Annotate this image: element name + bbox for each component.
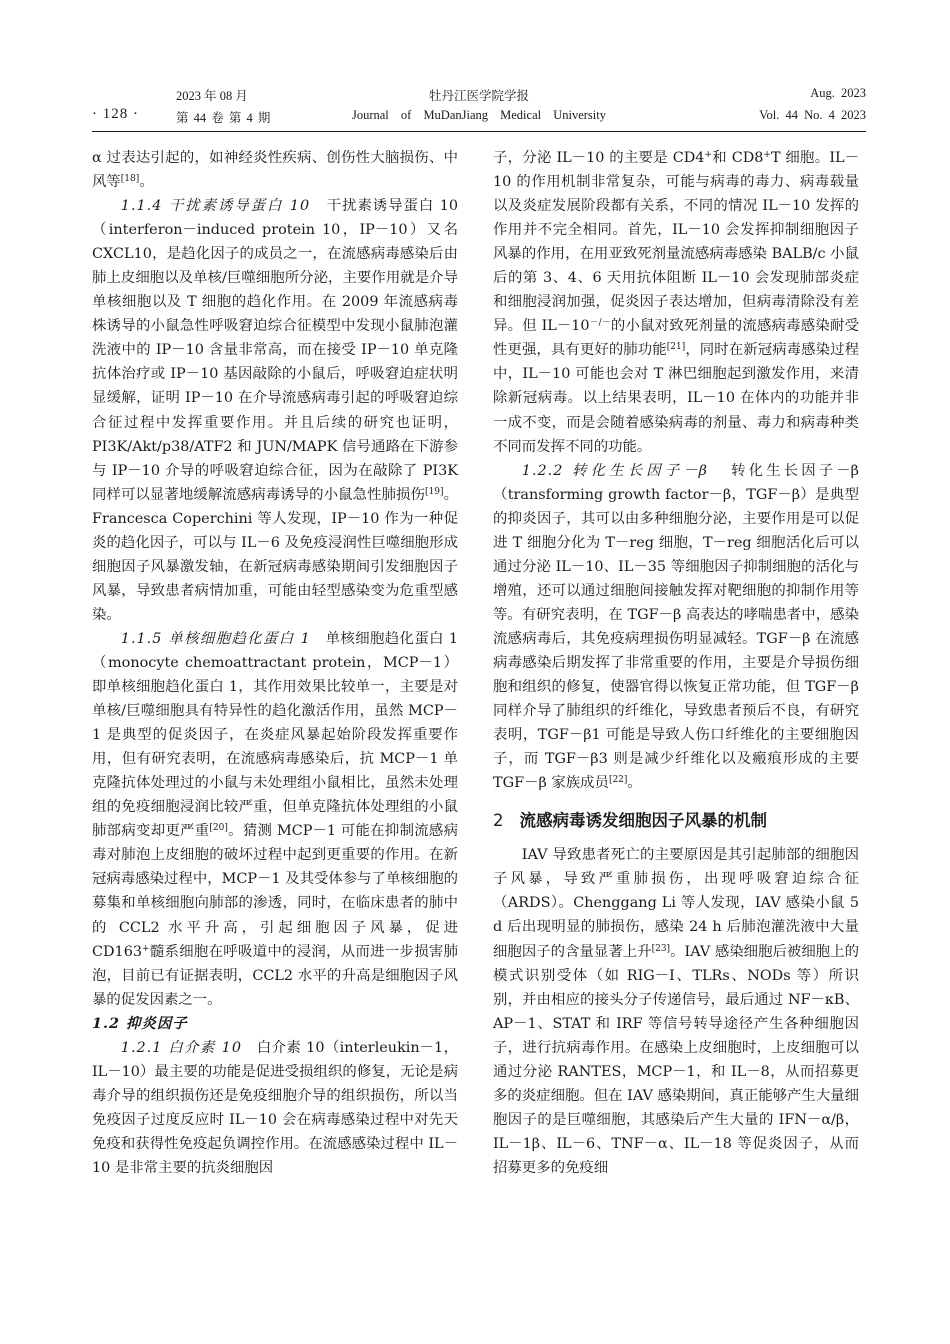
header-date-cn: 2023 年 08 月 (176, 89, 248, 103)
header-volume-cn: 第 44 卷 第 4 期 (176, 111, 271, 125)
subsection-heading: 1.2.2 转化生长因子－β (521, 462, 708, 479)
subsection-heading: 1.1.4 干扰素诱导蛋白 10 (120, 198, 311, 215)
paragraph: α 过表达引起的，如神经炎性疾病、创伤性大脑损伤、中风等[18]。 (92, 150, 458, 191)
page-number: · 128 · (92, 106, 139, 122)
paragraph: 子，分泌 IL－10 的主要是 CD4+和 CD8+T 细胞。IL－10 的作用机制非常复杂，可能与病毒的毒力、病毒载量以及炎症发展阶段都有关系，不同的情况 IL－10 发挥的作用并不完全相同。首先，IL－10 会发挥抑制细胞因子风暴的作用，在用亚致死剂量流感病毒感染 BALB/c 小鼠后的第 3、4、6 天用抗体阻断 IL－10 会发现肺部炎症和细胞浸润加强，促炎因子表达增加，但病毒清除没有差异。但 IL－10－/－的小鼠对致死剂量的流感病毒感染耐受性更强，具有更好的肺功能[21]，同时在新冠病毒感染过程中，IL－10 可能也会对 T 淋巴细胞起到激发作用，来清除新冠病毒。以上结果表明，IL－10 在体内的功能并非一成不变，而是会随着感染病毒的剂量、毒力和病毒种类不同而发挥不同的功能。 (493, 150, 860, 455)
header-journal-cn: 牡丹江医学院学报 (428, 89, 529, 103)
section-1-1-4: 1.1.4 干扰素诱导蛋白 10 干扰素诱导蛋白 10（interferon－induced protein 10，IP－10）又名 CXCL10，是趋化因子的成员之一，在流感病毒感染后由肺上皮细胞以及单核/巨噬细胞所分泌，主要作用就是介导单核细胞以及 T 细胞的趋化作用。在 2009 年流感病毒株诱导的小鼠急性呼吸窘迫综合征模型中发现小鼠肺泡灌洗液中的 IP－10 含量非常高，而在接受 IP－10 单克隆抗体治疗或 IP－10 基因敲除的小鼠后，呼吸窘迫症状明显缓解，证明 IP－10 在介导流感病毒引起的呼吸窘迫综合征过程中发挥重要作用。并且后续的研究也证明，PI3K/Akt/p38/ATF2 和 JUN/MAPK 信号通路在下游参与 IP－10 介导的呼吸窘迫综合征，因为在敲除了 PI3K 同样可以显著地缓解流感病毒诱导的小鼠急性肺损伤[19]。Francesca Coperchini 等人发现，IP－10 作为一种促炎的趋化因子，可以与 IL－6 及免疫浸润性巨噬细胞形成细胞因子风暴激发轴，在新冠病毒感染期间引发细胞因子风暴，导致患者病情加重，可能由轻型感染变为危重型感染。 (92, 198, 458, 623)
section-1-2-2: 1.2.2 转化生长因子－β 转化生长因子－β（transforming growth factor－β，TGF－β）是典型的抑炎因子，其可以由多种细胞分泌，主要作用是可以促进 T 细胞分化为 T－reg 细胞，T－reg 细胞活化后可以通过分泌 IL－10、IL－35 等细胞因子抑制细胞的活化与增殖，还可以通过细胞间接触发挥对靶细胞的抑制作用等等。有研究表明，在 TGF－β 高表达的哮喘患者中，感染流感病毒后，其免疫病理损伤明显减轻。TGF－β 在流感病毒感染后期发挥了非常重要的作用，主要是介导损伤细胞和组织的修复，使器官得以恢复正常功能，但 TGF－β 同样介导了肺组织的纤维化，导致患者预后不良，有研究表明，TGF－β1 可能是导致人伤口纤维化的主要细胞因子，而 TGF－β3 则是减少纤维化以及瘢痕形成的主要 TGF－β 家族成员[22]。 (493, 462, 860, 792)
header-volume-en: Vol. 44 No. 4 2023 (759, 108, 866, 122)
section-2-body: IAV 导致患者死亡的主要原因是其引起肺部的细胞因子风暴，导致严重肺损伤，出现呼吸窘迫综合征（ARDS）。Chenggang Li 等人发现，IAV 感染小鼠 5 d 后出现明显的肺损伤，感染 24 h 后肺泡灌洗液中大量细胞因子的含量显著上升[23]。IAV 感染细胞后被细胞上的模式识别受体（如 RIG－I、TLRs、NODs 等）所识别，并由相应的接头分子传递信号，最后通过 NF－κB、AP－1、STAT 和 IRF 等信号转导途径产生各种细胞因子，进行抗病毒作用。在感染上皮细胞时，上皮细胞可以通过分泌 RANTES，MCP－1，和 IL－8，从而招募更多的炎症细胞。但在 IAV 感染期间，真正能够产生大量细胞因子的是巨噬细胞，其感染后产生大量的 IFN－α/β，IL－1β、IL－6、TNF－α、IL－18 等促炎因子，从而招募更多的免疫细 (493, 847, 859, 1176)
citation: [23] (651, 943, 671, 954)
subsection-heading: 1.1.5 单核细胞趋化蛋白 1 (120, 630, 311, 647)
header-date-en: Aug. 2023 (810, 86, 866, 100)
citation: [21] (666, 342, 686, 353)
citation: [22] (608, 775, 628, 786)
section-1-2 (92, 1012, 458, 1036)
header-rule (92, 131, 866, 132)
citation: [19] (425, 486, 444, 497)
section-heading: 1.2 抑炎因子 (92, 1014, 188, 1032)
subsection-heading: 1.2.1 白介素 10 (120, 1039, 242, 1056)
right-column (493, 146, 859, 1180)
section-2-heading: 2 流感病毒诱发细胞因子风暴的机制 (493, 811, 767, 831)
left-column (92, 146, 458, 1180)
citation: [20] (209, 823, 228, 834)
section-1-1-5: 1.1.5 单核细胞趋化蛋白 1 单核细胞趋化蛋白 1（monocyte chemoattractant protein，MCP－1）即单核细胞趋化蛋白 1，其作用效果比较单一，主要是对单核/巨噬细胞具有特异性的趋化激活作用，虽然 MCP－1 是典型的促炎因子，在炎症风暴起始阶段发挥重要作用，但有研究表明，在流感病毒感染后，抗 MCP－1 单克隆抗体处理过的小鼠与未处理组小鼠相比，虽然未处理组的免疫细胞浸润比较严重，但单克隆抗体处理组的小鼠肺部病变却更严重[20]。猜测 MCP－1 可能在抑制流感病毒对肺泡上皮细胞的破坏过程中起到更重要的作用。在新冠病毒感染过程中，MCP－1 及其受体参与了单核细胞的募集和单核细胞向肺部的渗透，同时，在临床患者的肺中的 CCL2 水平升高，引起细胞因子风暴，促进 CD163+髓系细胞在呼吸道中的浸润，从而进一步损害肺泡，目前已有证据表明，CCL2 水平的升高是细胞因子风暴的促发因素之一。 (92, 630, 459, 1008)
citation: [18] (120, 174, 140, 185)
header-journal-en: Journal of MuDanJiang Medical University (351, 108, 606, 122)
section-1-2-1: 1.2.1 白介素 10 白介素 10（interleukin－1，IL－10）最主要的功能是促进受损组织的修复，无论是病毒介导的组织损伤还是免疫细胞介导的组织损伤，所以当免疫因子过度反应时 IL－10 会在病毒感染过程中对先天免疫和获得性免疫起负调控作用。在流感感染过程中 IL－10 是非常主要的抗炎细胞因 (92, 1039, 458, 1176)
running-header (92, 80, 866, 130)
